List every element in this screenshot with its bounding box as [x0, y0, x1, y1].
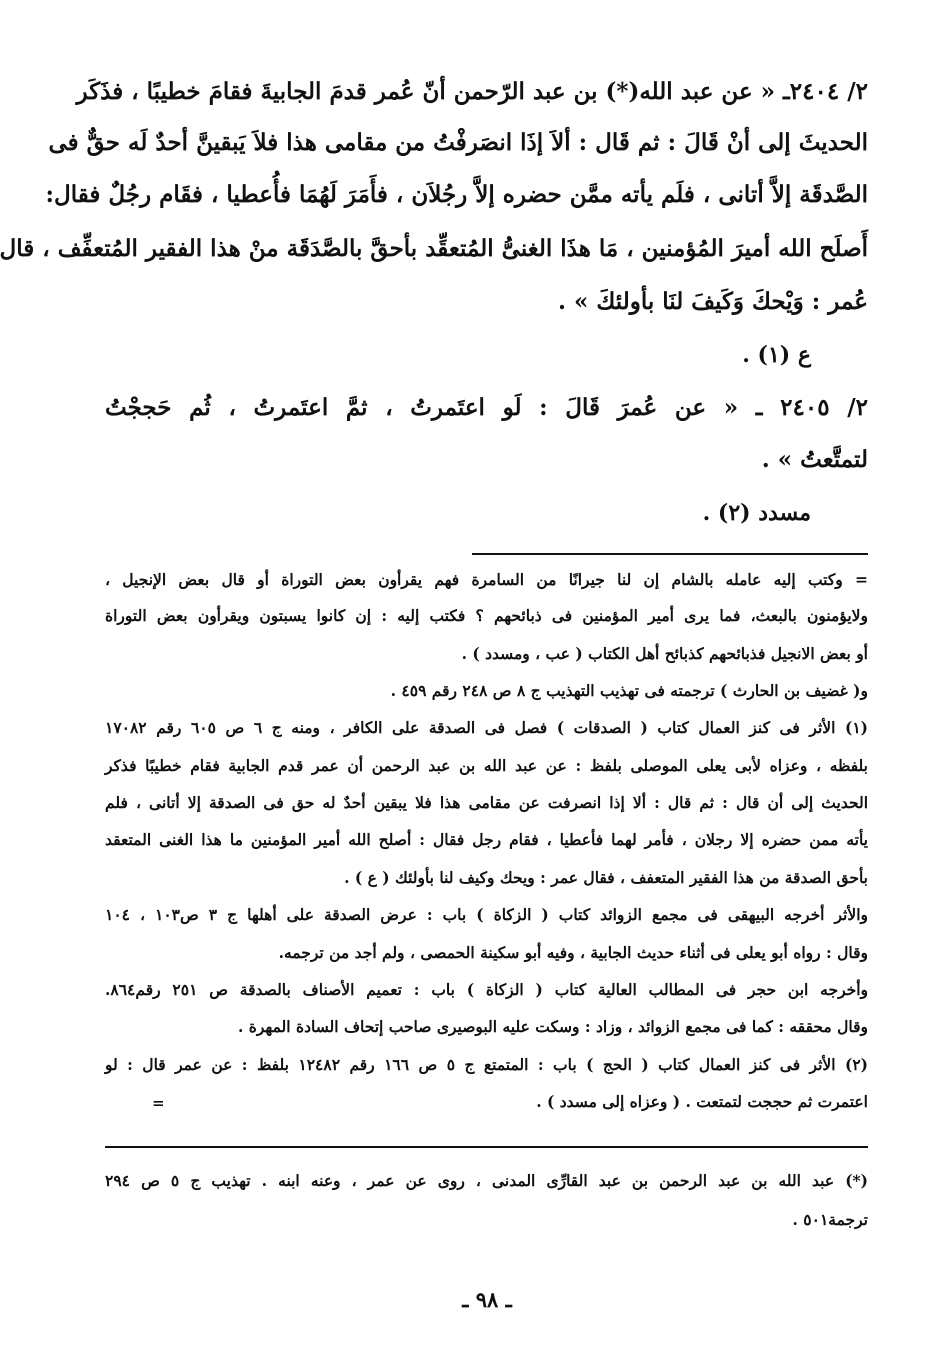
star-note-line-2: ترجمة٥٠١ . — [792, 1210, 868, 1229]
page-number: ـ ٩٨ ـ — [462, 1287, 512, 1312]
source-2404: ع (١) . — [742, 342, 811, 368]
footnote-1-line-6: والأثر أخرجه البيهقى فى مجمع الزوائد كتاب ( الزكاة ) باب : عرض الصدقة على أهلها ج ٣ ص١٠٣ ، ١٠٤ — [105, 905, 869, 924]
footnote-1-line-3: الحديث إلى أن قال : ثم قال : ألا إذا انصرفت عن مقامى هذا فلا يبقين أحدٌ له حق فى الصدقة إلا أتانى ، فلم — [105, 793, 868, 812]
footnote-1-line-4: يأته ممن حضره إلا رجلان ، فأمر لهما فأعطيا ، فقام رجل فقال : أصلح الله أمير المؤمنين ما هذا الغنى المتعقد — [105, 830, 868, 849]
footnote-1-line-7: وقال : رواه أبو يعلى فى أثناء حديث الجابية ، وفيه أبو سكينة الحمصى ، ولم أجد من ترجمه. — [278, 943, 868, 962]
hadith-2404-line-5: عُمر : وَيْحكَ وَكَيفَ لنَا بأولئكَ » . — [558, 288, 868, 315]
footnote-2-line-1: (٢) الأثر فى كنز العمال كتاب ( الحج ) باب : المتمتع ج ٥ ص ١٦٦ رقم ١٢٤٨٢ بلفظ : عن عمر قال : لو — [105, 1055, 869, 1074]
hadith-2404-line-1: ٢/ ٢٤٠٤ـ « عن عبد الله(*) بن عبد الرّحمن أنّ عُمر قدمَ الجابيةَ فقامَ خطيبًا ، فذَكَر — [76, 78, 868, 105]
source-2405: مسدد (٢) . — [702, 500, 811, 526]
footnote-continued-line-2: ولايؤمنون بالبعث، فما يرى أمير المؤمنين فى ذبائحهم ؟ فكتب إليه : إن كانوا يسبتون ويقرأون بعض التوراة — [105, 606, 868, 625]
hadith-2404-line-4: أَصلَح الله أميرَ المُؤمنين ، مَا هذَا الغنىُّ المُتعقِّد بأحقَّ بالصَّدَقَة منْ هذا الفقير المُتعفِّف ، قال — [0, 235, 868, 262]
hadith-2404-line-2: الحديثَ إلى أنْ قَالَ : ثم قَال : ألاَ إذَا انصَرفْتُ من مقامى هذا فلاَ يَبقينَّ أحدٌ لَه حقٌّ فى — [48, 129, 868, 156]
star-note-line-1: (*) عبد الله بن عبد الرحمن بن عبد القارِّى المدنى ، روى عن عمر ، وعنه ابنه . تهذيب ج ٥ ص ٢٩٤ — [105, 1171, 868, 1190]
footnote-continued-line-4: و( غضيف بن الحارث ) ترجمته فى تهذيب التهذيب ج ٨ ص ٢٤٨ رقم ٤٥٩ . — [390, 681, 868, 700]
footnote-1-line-5: بأحق الصدقة من هذا الفقير المتعفف ، فقال عمر : ويحك وكيف لنا بأولئك ( ع ) . — [344, 868, 868, 887]
star-note-separator — [105, 1146, 868, 1148]
continues-mark: = — [152, 1094, 165, 1112]
hadith-2405-line-1: ٢/ ٢٤٠٥ ـ « عن عُمرَ قَالَ : لَو اعتَمرتُ ، ثمَّ اعتَمرتُ ، ثُم حَججْتُ — [105, 394, 868, 421]
hadith-2405-line-2: لتمتَّعتُ » . — [761, 446, 868, 473]
footnote-1-line-2: بلفظه ، وعزاه لأبى يعلى الموصلى بلفظ : عن عبد الله بن عبد الرحمن أن عمر قدم الجابية فقام خطيبًا فذكر — [105, 756, 868, 775]
footnote-1-line-9: وقال محققه : كما فى مجمع الزوائد ، وزاد : وسكت عليه البوصيرى صاحب إتحاف السادة المهرة . — [237, 1017, 868, 1036]
footnote-2-line-2: اعتمرت ثم حججت لتمتعت . ( وعزاه إلى مسدد ) . — [536, 1092, 868, 1111]
hadith-2404-line-3: الصَّدقَة إلاَّ أتانى ، فلَم يأته ممَّن حضره إلاَّ رجُلاَن ، فأَمَرَ لَهُمَا فأُعطيا ، فقَام رجُلٌ فقال: — [45, 181, 868, 208]
footnote-continued-line-3: أو بعض الانجيل فذبائحهم كذبائح أهل الكتاب ( عب ، ومسدد ) . — [461, 644, 868, 663]
footnote-1-line-8: وأخرجه ابن حجر فى المطالب العالية كتاب ( الزكاة ) باب : تعميم الأصناف بالصدقة ص ٢٥١ رقم٨٦٤. — [105, 980, 868, 999]
footnote-separator — [472, 553, 868, 555]
footnote-continued-line-1: = وكتب إليه عامله بالشام إن لنا جيرانًا من السامرة فهم يقرأون بعض التوراة أو قال بعض الإنجيل ، — [105, 570, 868, 589]
footnote-1-line-1: (١) الأثر فى كنز العمال كتاب ( الصدقات ) فصل فى الصدقة على الكافر ، ومنه ج ٦ ص ٦٠٥ رقم ١٧٠٨٢ — [105, 718, 868, 737]
